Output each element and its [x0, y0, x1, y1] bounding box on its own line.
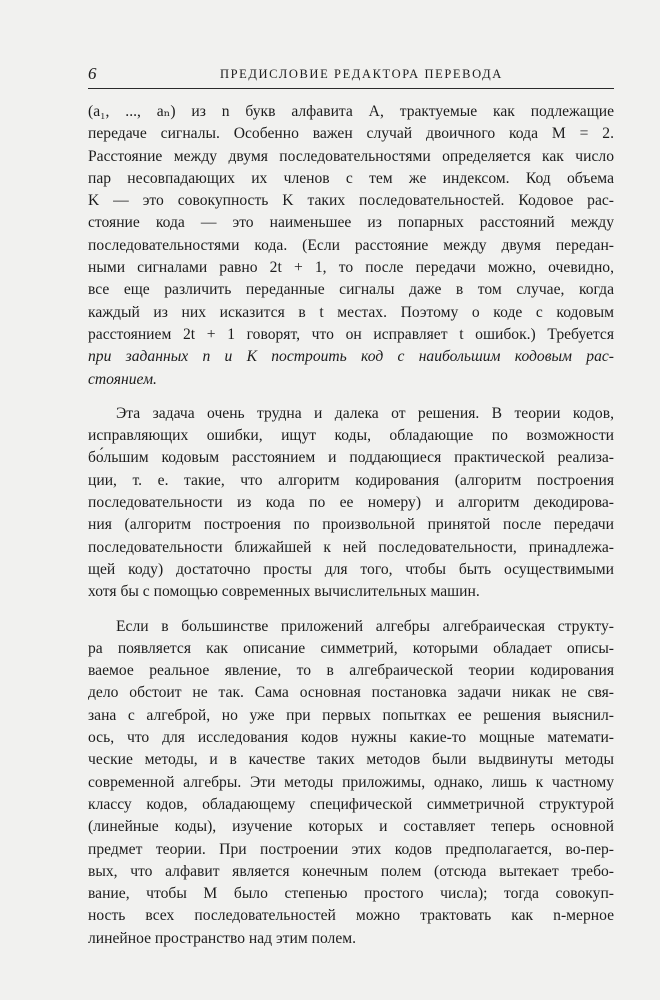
text-line: линейное пространство над этим полем. — [88, 929, 357, 947]
paragraph-3 — [88, 616, 614, 950]
text-line: K — это совокупность K таких последовательностей. Кодовое рас- — [88, 192, 614, 210]
text-line: последовательности ближайшей к ней последовательности, принадлежа- — [88, 538, 614, 556]
paragraph-2 — [88, 403, 614, 604]
text-line: (линейные коды), изучение которых и составляет теперь основной — [88, 818, 614, 836]
text-line: ра появляется как описание симметрий, которыми обладает описы- — [88, 639, 614, 657]
text-line: все еще различить переданные сигналы даже в том случае, когда — [88, 281, 614, 299]
text-line: дело обстоит не так. Сама основная постановка задачи никак не свя- — [88, 684, 614, 702]
text-line: ваемое реальное явление, то в алгебраической теории кодирования — [88, 662, 614, 680]
text-line: ния (алгоритм построения по произвольной принятой после передачи — [88, 516, 614, 534]
text-line: вание, чтобы M было степенью простого числа); тогда совокуп- — [88, 885, 614, 903]
text-line: последовательностями кода. (Если расстояние между двумя передан- — [88, 236, 614, 254]
text-line: расстоянием 2t + 1 говорят, что он исправляет t ошибок.) Требуется — [88, 325, 614, 343]
text-line: щей коду) достаточно просты для того, чтобы быть осуществимыми — [88, 560, 614, 578]
text-line: хотя бы с помощью современных вычислительных машин. — [88, 583, 480, 601]
text-line: исправляющих ошибки, ищут коды, обладающие по возможности — [88, 427, 614, 445]
text-line: ось, что для исследования кодов нужны какие-то мощные математи- — [88, 729, 614, 747]
text-line: современной алгебры. Эти методы приложимы, однако, лишь к частному — [88, 773, 614, 791]
text-line: предмет теории. При построении этих кодов предполагается, во-пер- — [88, 840, 614, 858]
running-head: ПРЕДИСЛОВИЕ РЕДАКТОРА ПЕРЕВОДА — [220, 67, 503, 81]
text-line: (a₁, ..., aₙ) из n букв алфавита A, трактуемые как подлежащие — [88, 103, 614, 120]
text-line: ность всех последовательностей можно трактовать как n-мерное — [88, 907, 614, 925]
text-line-italic — [88, 346, 614, 368]
text-line: вых, что алфавит является конечным полем (отсюда вытекает требо- — [88, 862, 614, 880]
paragraph-1 — [88, 101, 614, 391]
text-line: ции, т. е. такие, что алгоритм кодирования (алгоритм построения — [88, 471, 614, 489]
italic-statement: стоянием. — [88, 370, 157, 388]
text-line: Если в большинстве приложений алгебры алгебраическая структу- — [116, 617, 614, 635]
text-line: ческие методы, и в качестве таких методов были выдвинуты методы — [88, 751, 614, 769]
text-line: классу кодов, обладающему специфической симметричной структурой — [88, 795, 614, 813]
page-number: 6 — [88, 64, 97, 83]
text-line: пар несовпадающих их членов с тем же индексом. Код объема — [88, 169, 614, 187]
text-line: Эта задача очень трудна и далека от решения. В теории кодов, — [116, 404, 614, 422]
text-line: последовательности из кода по ее номеру) и алгоритм декодирова- — [88, 494, 614, 512]
body-text — [88, 101, 614, 950]
text-line: зана с алгеброй, но уже при первых попытках ее решения выяснил- — [88, 706, 614, 724]
header-rule — [88, 88, 614, 89]
text-line: передаче сигналы. Особенно важен случай двоичного кода M = 2. — [88, 125, 614, 143]
page-header — [88, 64, 614, 86]
text-line: Расстояние между двумя последовательностями определяется как число — [88, 147, 614, 165]
text-line: бо́льшим кодовым расстоянием и поддающиеся практической реализа- — [88, 449, 614, 467]
text-line: стояние кода — это наименьшее из попарных расстояний между — [88, 214, 614, 232]
text-line: ными сигналами равно 2t + 1, то после передачи можно, очевидно, — [88, 259, 614, 277]
text-line-italic — [88, 369, 614, 391]
text-line: каждый из них исказится в t местах. Поэтому о коде с кодовым — [88, 303, 614, 321]
italic-statement: при заданных n и K построить код с наибольшим кодовым рас- — [88, 348, 614, 366]
